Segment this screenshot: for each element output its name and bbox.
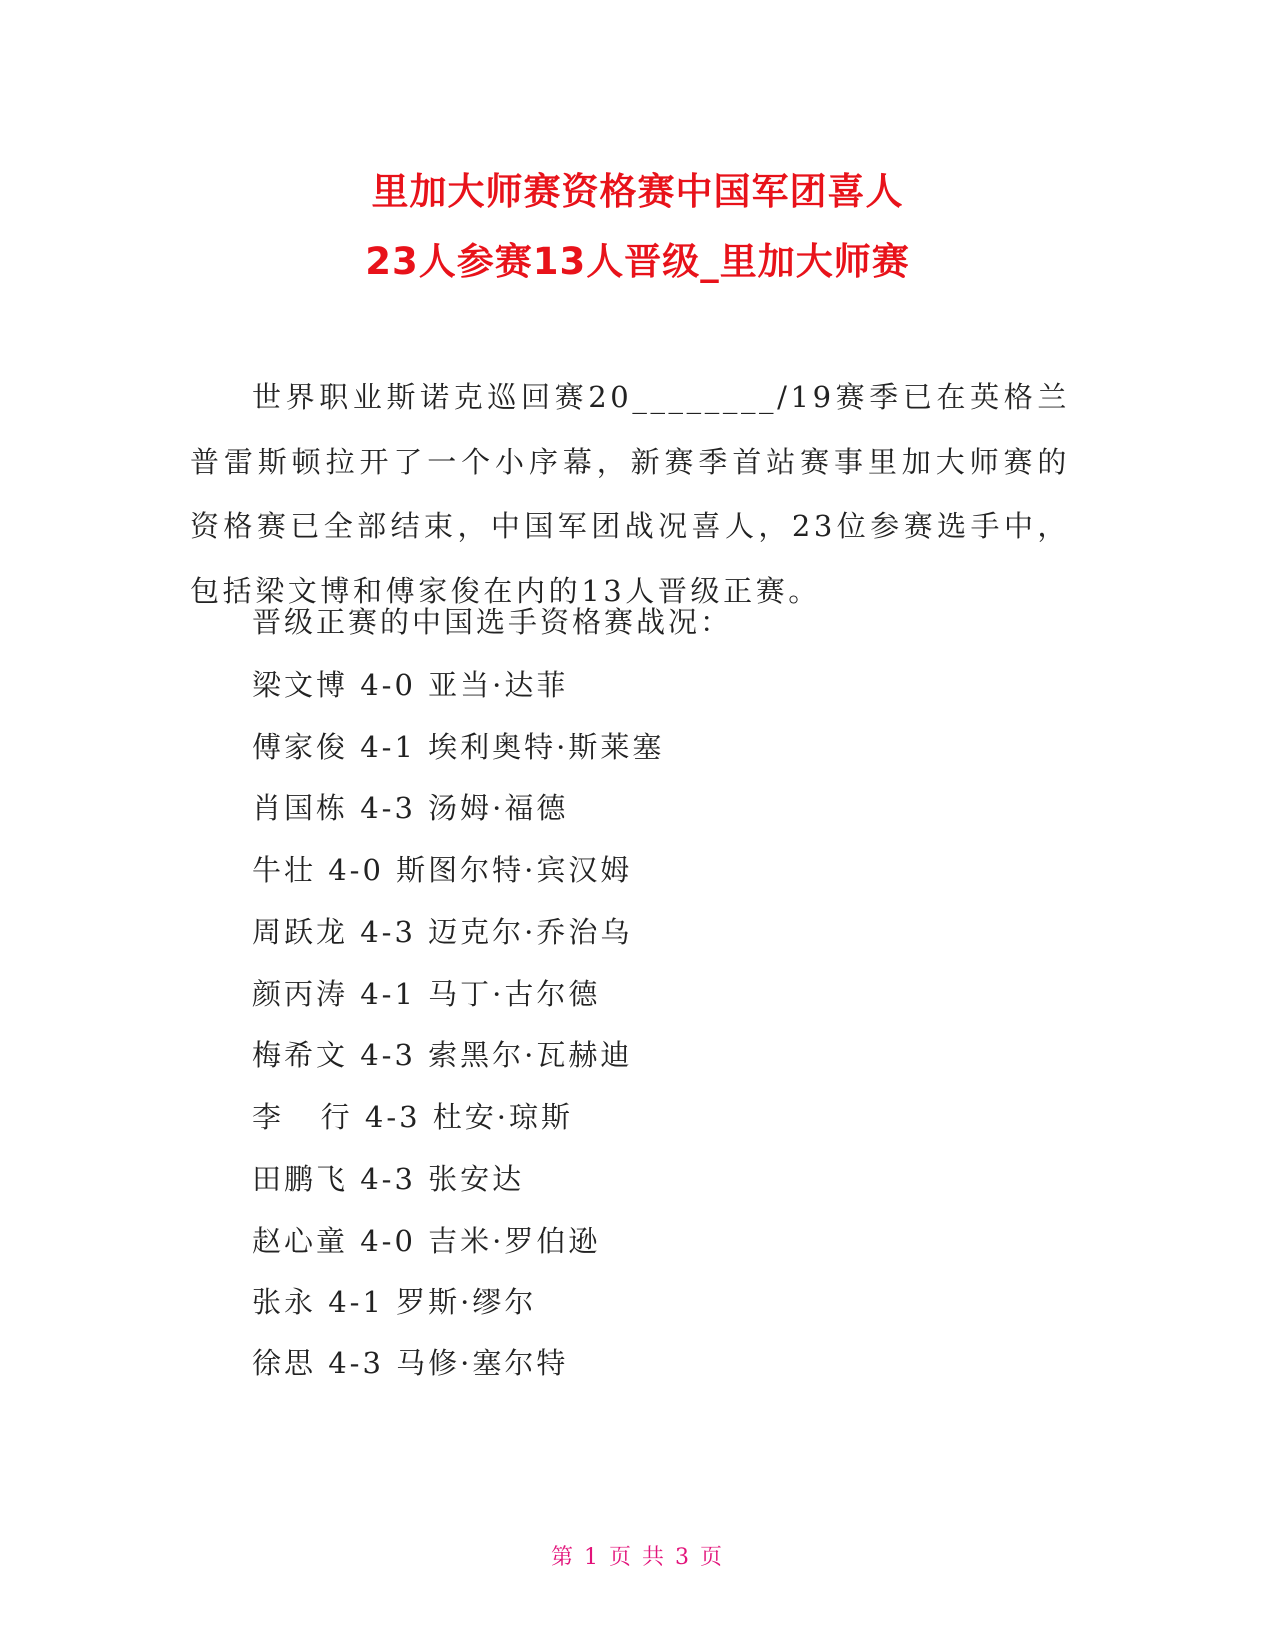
result-line: 徐思 4-3 马修·塞尔特 xyxy=(252,1346,569,1380)
document-title-line-1: 里加大师赛资格赛中国军团喜人 xyxy=(371,170,904,213)
result-line: 梅希文 4-3 索黑尔·瓦赫迪 xyxy=(252,1038,633,1072)
intro-paragraph: 世界职业斯诺克巡回赛20________/19赛季已在英格兰普雷斯顿拉开了一个小序幕，新赛季首站赛事里加大师赛的资格赛已全部结束，中国军团战况喜人，23位参赛选手中，包括梁文博和傅家俊在内的13人晋级正赛。 xyxy=(190,380,1070,608)
result-line: 颜丙涛 4-1 马丁·古尔德 xyxy=(252,977,601,1011)
result-line: 田鹏飞 4-3 张安达 xyxy=(252,1162,525,1196)
result-line: 周跃龙 4-3 迈克尔·乔治乌 xyxy=(252,915,633,949)
result-line: 傅家俊 4-1 埃利奥特·斯莱塞 xyxy=(252,730,665,764)
document-title-line-2: 23人参赛13人晋级_里加大师赛 xyxy=(365,240,910,283)
result-line: 肖国栋 4-3 汤姆·福德 xyxy=(252,791,569,825)
result-line: 梁文博 4-0 亚当·达菲 xyxy=(252,668,569,702)
result-line: 张永 4-1 罗斯·缪尔 xyxy=(252,1285,537,1319)
results-heading: 晋级正赛的中国选手资格赛战况： xyxy=(252,605,733,639)
result-line: 牛壮 4-0 斯图尔特·宾汉姆 xyxy=(252,853,633,887)
result-line: 赵心童 4-0 吉米·罗伯逊 xyxy=(252,1224,601,1258)
result-line: 李 行 4-3 杜安·琼斯 xyxy=(252,1100,574,1134)
page-number-footer: 第 1 页 共 3 页 xyxy=(551,1545,724,1570)
